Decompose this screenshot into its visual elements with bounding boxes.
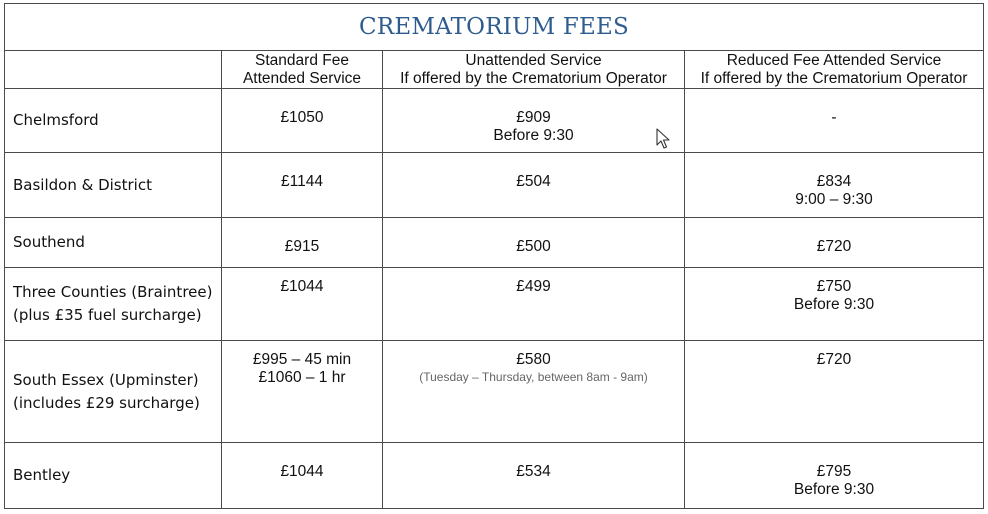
mouse-cursor-icon [656,128,670,150]
fee-value: £795 [816,463,852,480]
crematorium-name-cell [5,218,222,268]
standard-fee-cell [222,218,383,268]
fee-value: £580 [516,351,551,368]
standard-fee-cell [222,443,383,509]
table-title: CREMATORIUM FEES [5,4,984,51]
header-line: Attended Service [242,69,362,87]
title-row [5,4,984,51]
fee-value: £499 [516,278,551,295]
fee-value: £834 [816,173,852,190]
crematorium-name: Chelmsford [13,111,99,129]
reduced-fee-cell [685,341,984,443]
fee-value: £534 [516,463,551,480]
unattended-fee-cell [383,341,685,443]
crematorium-name-cell [5,341,222,443]
fee-value: Before 9:30 [793,296,875,313]
fee-value: £1044 [280,278,324,295]
reduced-fee-cell [685,153,984,218]
crematorium-name-cell [5,268,222,341]
reduced-fee-cell [685,218,984,268]
reduced-fee-cell [685,443,984,509]
table-row [5,153,984,218]
reduced-fee-cell [685,268,984,341]
fee-note: (Tuesday – Thursday, between 8am - 9am) [419,370,648,384]
unattended-fee-cell [383,268,685,341]
header-line: If offered by the Crematorium Operator [400,69,667,87]
crematorium-name: Bentley [13,466,71,484]
header-row [5,51,984,89]
table-row [5,89,984,153]
standard-fee-cell [222,268,383,341]
fee-value: - [831,109,837,126]
fee-value: £909 [516,109,551,126]
table-row [5,268,984,341]
fee-value: £1044 [280,463,324,480]
fee-value: £1050 [280,109,324,126]
header-line: Standard Fee [255,51,349,69]
header-location [5,51,222,89]
crematorium-name: South Essex (Upminster) [13,370,199,389]
fee-value: £720 [816,351,852,368]
fee-value: £500 [516,238,551,255]
crematorium-name-cell [5,443,222,509]
fee-value: £915 [284,238,320,255]
fee-value: 9:00 – 9:30 [795,191,873,208]
fee-value: £1060 – 1 hr [258,369,346,386]
table-row [5,218,984,268]
unattended-fee-cell [383,218,685,268]
reduced-fee-cell [685,89,984,153]
crematorium-name: Three Counties (Braintree) [13,283,213,301]
fee-value: Before 9:30 [493,127,574,144]
standard-fee-cell [222,341,383,443]
crematorium-name-cell [5,89,222,153]
fee-value: £720 [816,238,852,255]
fee-value: £504 [516,173,551,190]
header-reduced-fee [685,51,984,89]
crematorium-name: Southend [13,233,85,251]
header-unattended [383,51,685,89]
header-line: If offered by the Crematorium Operator [700,69,968,87]
crematorium-name: (includes £29 surcharge) [13,393,200,412]
header-standard-fee [222,51,383,89]
header-line: Reduced Fee Attended Service [726,51,942,69]
fee-value: £995 – 45 min [252,351,352,368]
crematorium-name: (plus £35 fuel surcharge) [13,306,202,324]
standard-fee-cell [222,89,383,153]
unattended-fee-cell [383,153,685,218]
fee-value: £750 [816,278,852,295]
table-row [5,443,984,509]
table-row [5,341,984,443]
fee-value: £1144 [281,173,323,190]
unattended-fee-cell [383,443,685,509]
standard-fee-cell [222,153,383,218]
fees-table-container [4,3,983,509]
crematorium-name-cell [5,153,222,218]
fee-value: Before 9:30 [793,481,875,498]
header-line: Unattended Service [465,51,602,69]
unattended-fee-cell [383,89,685,153]
crematorium-name: Basildon & District [13,175,152,194]
crematorium-fees-table [4,3,984,509]
